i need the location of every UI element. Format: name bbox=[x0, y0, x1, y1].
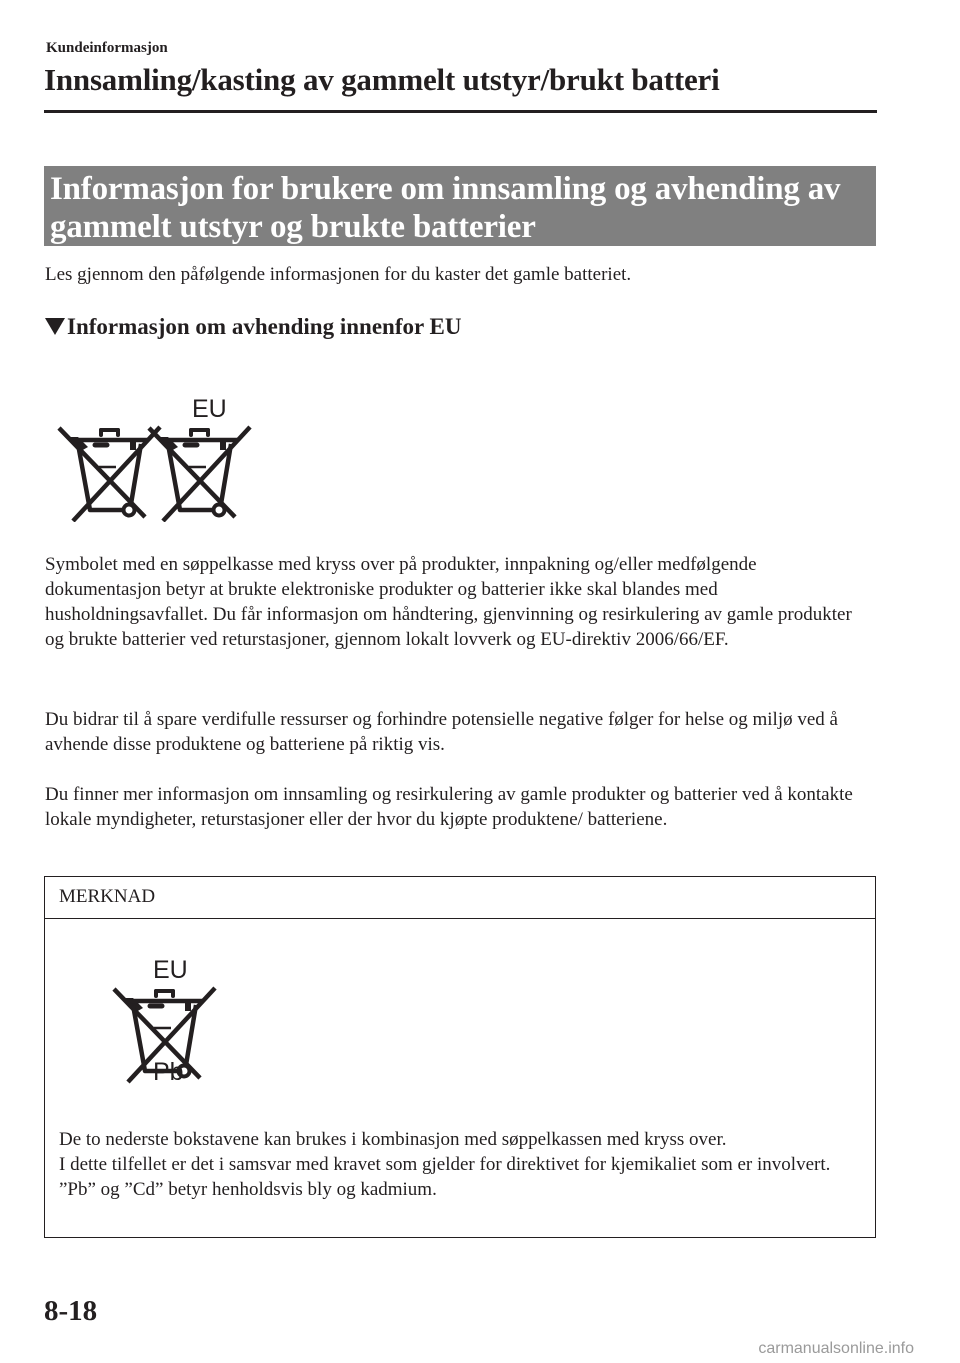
watermark: carmanualsonline.info bbox=[758, 1340, 914, 1357]
crossed-bin-icon bbox=[149, 427, 250, 521]
title-rule bbox=[44, 110, 877, 113]
note-body bbox=[59, 1127, 869, 1202]
sub-heading-text: Informasjon om avhending innenfor EU bbox=[67, 314, 462, 339]
note-line: ”Pb” og ”Cd” betyr henholdsvis bly og kadmium. bbox=[59, 1179, 437, 1200]
pb-symbol-top-label: EU bbox=[153, 956, 188, 984]
note-header: MERKNAD bbox=[45, 877, 875, 919]
body-paragraph: Symbolet med en søppelkasse med kryss over på produkter, innpakning og/eller medfølgende dokumentasjon betyr at brukte elektroniske produkter og batterier ikke skal blandes med husholdningsavfallet. Du får informasjon om håndtering, gjenvinning og resirkulering av gamle produkter og brukte batterier ved returstasjoner, gjennom lokalt lovverk og EU-direktiv 2006/66/EF. bbox=[45, 554, 852, 650]
pb-symbol-bottom-label: Pb bbox=[153, 1058, 184, 1085]
pb-weee-symbol bbox=[105, 950, 235, 1085]
note-box bbox=[44, 876, 876, 1238]
sub-heading bbox=[45, 314, 461, 340]
page-title: Innsamling/kasting av gammelt utstyr/brukt batteri bbox=[44, 62, 720, 97]
body-paragraph: Du bidrar til å spare verdifulle ressurser og forhindre potensielle negative følger for helse og miljø ved å avhende disse produktene og batteriene på riktig vis. bbox=[45, 709, 838, 755]
body-paragraph: Du finner mer informasjon om innsamling og resirkulering av gamle produkter og batterier ved å kontakte lokale myndigheter, returstasjoner eller der hvor du kjøpte produktene/ batteriene. bbox=[45, 784, 853, 830]
page-number: 8-18 bbox=[44, 1295, 98, 1327]
section-heading: Informasjon for brukere om innsamling og avhending av gammelt utstyr og brukte batterier bbox=[50, 171, 841, 245]
eu-symbol-label: EU bbox=[192, 395, 227, 423]
intro-text: Les gjennom den påfølgende informasjonen for du kaster det gamle batteriet. bbox=[45, 264, 632, 285]
section-label: Kundeinformasjon bbox=[46, 40, 168, 56]
triangle-marker-icon bbox=[45, 318, 65, 335]
note-line: I dette tilfellet er det i samsvar med kravet som gjelder for direktivet for kjemikaliet som er involvert. bbox=[59, 1154, 831, 1175]
eu-weee-symbols bbox=[52, 392, 252, 522]
crossed-bin-icon bbox=[59, 427, 160, 521]
note-line: De to nederste bokstavene kan brukes i kombinasjon med søppelkassen med kryss over. bbox=[59, 1129, 727, 1150]
section-banner bbox=[44, 166, 876, 246]
